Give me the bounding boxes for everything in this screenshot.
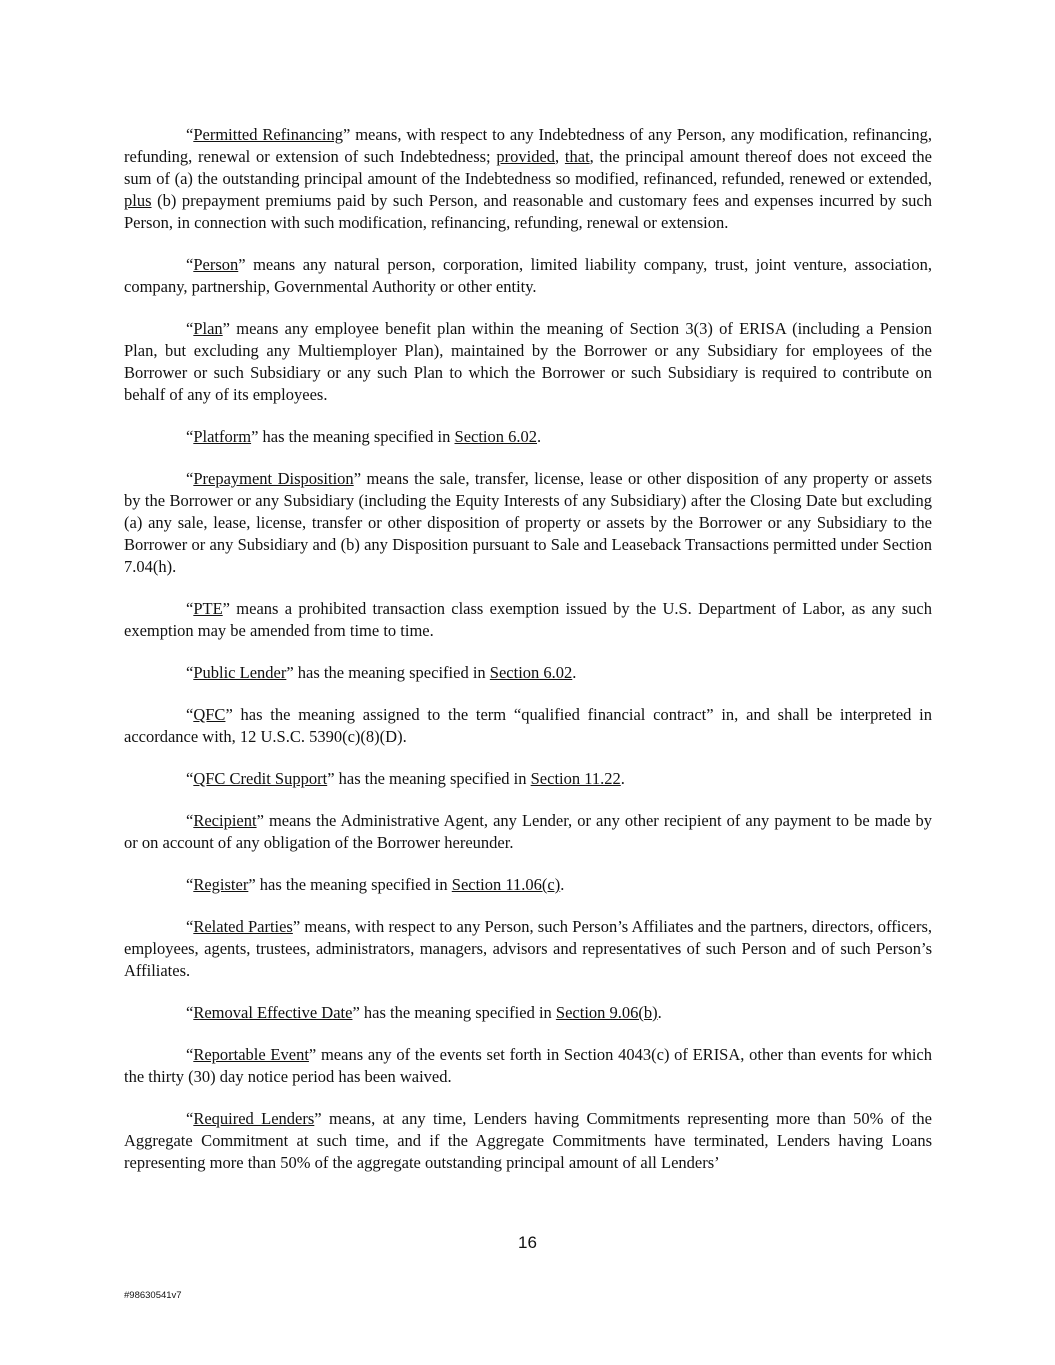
defined-term: PTE [193, 599, 223, 618]
defined-term: Prepayment Disposition [193, 469, 354, 488]
definition-text: ” means a prohibited transaction class exemption issued by the U.S. Department of Labor, as any such exemption may be amended from time to time. [124, 599, 932, 640]
definition-text: ” means, at any time, Lenders having Commitments representing more than 50% of the Aggregate Commitment at such time, and if the Aggregate Commitments have terminated, Lenders having Loans representing more than 50% of the aggregate outstanding principal amount of all Lenders’ [124, 1109, 932, 1172]
cross-reference: that [564, 147, 590, 166]
definition-paragraph: “Related Parties” means, with respect to any Person, such Person’s Affiliates and the partners, directors, officers, employees, agents, trustees, administrators, managers, advisors and representatives of such Person and of such Person’s Affiliates. [124, 917, 932, 980]
document-id: #98630541v7 [124, 1290, 182, 1301]
definition-paragraph: “PTE” means a prohibited transaction class exemption issued by the U.S. Department of Labor, as any such exemption may be amended from time to time. [124, 599, 932, 640]
definition-text: . [572, 663, 577, 682]
cross-reference: Section 6.02 [454, 427, 538, 446]
definition-text: . [620, 769, 625, 788]
cross-reference: Section 6.02 [489, 663, 573, 682]
definition-text: ” means, with respect to any Indebtedness of any Person, any modification, refinancing, refunding, renewal or extension of such Indebtedness; [124, 125, 933, 166]
definition-paragraph: “Plan” means any employee benefit plan within the meaning of Section 3(3) of ERISA (including a Pension Plan, but excluding any Multiemployer Plan), maintained by the Borrower or any Subsidiary for employees of the Borrower or such Subsidiary or any such Plan to which the Borrower or such Subsidiary is required to contribute on behalf of any of its employees. [124, 319, 932, 404]
definition-text: , [555, 147, 565, 166]
definition-text: ” has the meaning specified in [251, 427, 455, 446]
defined-term: Platform [193, 427, 252, 446]
document-body [124, 124, 932, 1194]
definition-text: ” means any employee benefit plan within the meaning of Section 3(3) of ERISA (including a Pension Plan, but excluding any Multiemployer Plan), maintained by the Borrower or any Subsidiary for employees of the Borrower or such Subsidiary or any such Plan to which the Borrower or such Subsidiary is required to contribute on behalf of any of its employees. [124, 319, 932, 404]
definition-text: ” has the meaning specified in [286, 663, 490, 682]
cross-reference: provided [496, 147, 556, 166]
definition-text: (b) prepayment premiums paid by such Person, and reasonable and customary fees and expenses incurred by such Person, in connection with such modification, refinancing, refunding, renewal or extension. [124, 191, 932, 232]
definition-paragraph: “Public Lender” has the meaning specified in Section 6.02. [186, 663, 577, 682]
definition-text: ” has the meaning specified in [327, 769, 531, 788]
definition-paragraph: “Permitted Refinancing” means, with respect to any Indebtedness of any Person, any modification, refinancing, refunding, renewal or extension of such Indebtedness; provided, that, the principal amount thereof does not exceed the sum of (a) the outstanding principal amount of the Indebtedness so modified, refinanced, refunded, renewed or extended, plus (b) prepayment premiums paid by such Person, and reasonable and customary fees and expenses incurred by such Person, in connection with such modification, refinancing, refunding, renewal or extension. [124, 125, 933, 232]
defined-term: QFC Credit Support [193, 769, 328, 788]
cross-reference: Section 11.22 [530, 769, 621, 788]
defined-term: QFC [193, 705, 226, 724]
defined-term: Register [193, 875, 249, 894]
definition-text: . [537, 427, 542, 446]
cross-reference: plus [124, 191, 152, 210]
definition-paragraph: “Required Lenders” means, at any time, Lenders having Commitments representing more than 50% of the Aggregate Commitment at such time, and if the Aggregate Commitments have terminated, Lenders having Loans representing more than 50% of the aggregate outstanding principal amount of all Lenders’ [124, 1109, 932, 1172]
definition-text: ” means the sale, transfer, license, lease or other disposition of any property or assets by the Borrower or any Subsidiary (including the Equity Interests of any Subsidiary) after the Closing Date but excluding (a) any sale, lease, license, transfer or other disposition of property or assets by the Borrower or any Subsidiary to the Borrower or any Subsidiary and (b) any Disposition pursuant to Sale and Leaseback Transactions permitted under Section 7.04(h). [124, 469, 932, 576]
cross-reference: Section 11.06(c) [451, 875, 561, 894]
definition-paragraph: “Prepayment Disposition” means the sale, transfer, license, lease or other disposition of any property or assets by the Borrower or any Subsidiary (including the Equity Interests of any Subsidiary) after the Closing Date but excluding (a) any sale, lease, license, transfer or other disposition of property or assets by the Borrower or any Subsidiary to the Borrower or any Subsidiary and (b) any Disposition pursuant to Sale and Leaseback Transactions permitted under Section 7.04(h). [124, 469, 932, 576]
definition-text: ” means the Administrative Agent, any Lender, or any other recipient of any payment to be made by or on account of any obligation of the Borrower hereunder. [124, 811, 932, 852]
definition-paragraph: “Removal Effective Date” has the meaning specified in Section 9.06(b). [186, 1003, 662, 1022]
definition-text: ” has the meaning assigned to the term “qualified financial contract” in, and shall be interpreted in accordance with, 12 U.S.C. 5390(c)(8)(D). [124, 705, 932, 746]
page-number: 16 [518, 1233, 537, 1252]
definition-text: ” has the meaning specified in [248, 875, 452, 894]
definition-paragraph: “Platform” has the meaning specified in Section 6.02. [186, 427, 542, 446]
definition-paragraph: “Reportable Event” means any of the events set forth in Section 4043(c) of ERISA, other than events for which the thirty (30) day notice period has been waived. [124, 1045, 932, 1086]
definition-paragraph: “Recipient” means the Administrative Agent, any Lender, or any other recipient of any payment to be made by or on account of any obligation of the Borrower hereunder. [124, 811, 932, 852]
defined-term: Reportable Event [193, 1045, 309, 1064]
defined-term: Recipient [193, 811, 257, 830]
cross-reference: Section 9.06(b) [555, 1003, 658, 1022]
definition-text: . [560, 875, 565, 894]
definition-text: , the principal amount thereof does not exceed the sum of (a) the outstanding principal amount of the Indebtedness so modified, refinanced, refunded, renewed or extended, [124, 147, 933, 188]
definition-text: ” has the meaning specified in [352, 1003, 556, 1022]
defined-term: Plan [193, 319, 223, 338]
definition-paragraph: “QFC” has the meaning assigned to the term “qualified financial contract” in, and shall be interpreted in accordance with, 12 U.S.C. 5390(c)(8)(D). [124, 705, 932, 746]
defined-term: Person [193, 255, 239, 274]
defined-term: Public Lender [193, 663, 287, 682]
defined-term: Permitted Refinancing [193, 125, 343, 144]
definition-text: ” means any natural person, corporation, limited liability company, trust, joint venture, association, company, partnership, Governmental Authority or other entity. [124, 255, 932, 296]
definition-paragraph: “QFC Credit Support” has the meaning specified in Section 11.22. [186, 769, 625, 788]
definition-text: ” means, with respect to any Person, such Person’s Affiliates and the partners, directors, officers, employees, agents, trustees, administrators, managers, advisors and representatives of such Person and of such Person’s Affiliates. [124, 917, 932, 980]
defined-term: Removal Effective Date [193, 1003, 353, 1022]
definition-paragraph: “Person” means any natural person, corporation, limited liability company, trust, joint venture, association, company, partnership, Governmental Authority or other entity. [124, 255, 932, 296]
definition-paragraph: “Register” has the meaning specified in Section 11.06(c). [186, 875, 565, 894]
definition-text: . [657, 1003, 662, 1022]
defined-term: Required Lenders [193, 1109, 315, 1128]
defined-term: Related Parties [193, 917, 293, 936]
definition-text: ” means any of the events set forth in Section 4043(c) of ERISA, other than events for which the thirty (30) day notice period has been waived. [124, 1045, 932, 1086]
